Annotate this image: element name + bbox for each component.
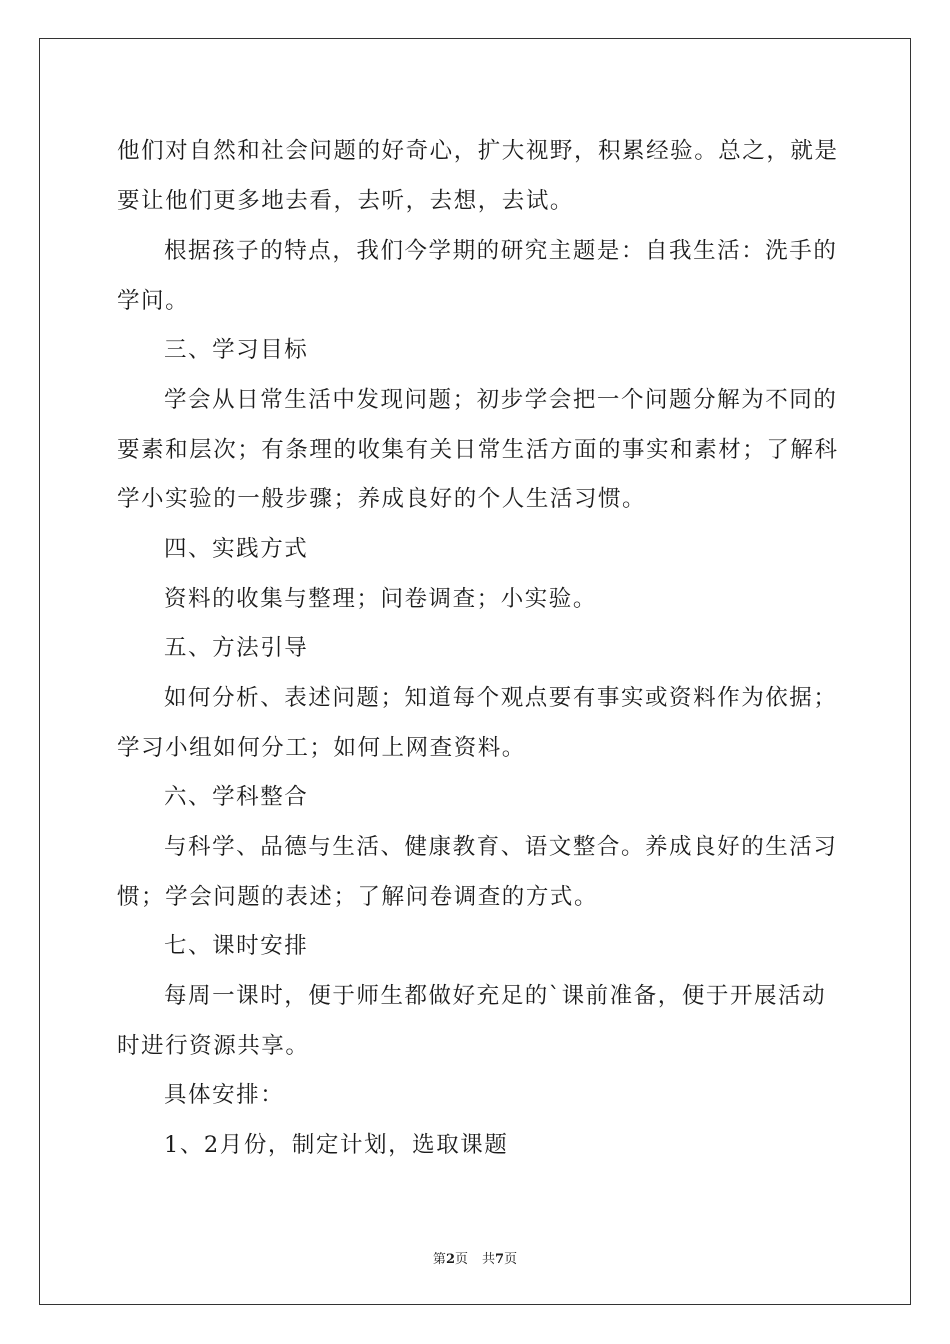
paragraph-line: 要让他们更多地去看，去听，去想，去试。 — [117, 188, 574, 214]
total-pages: 7 — [495, 1252, 505, 1267]
section-heading: 六、学科整合 — [164, 784, 309, 810]
paragraph-line: 资料的收集与整理；问卷调查；小实验。 — [164, 586, 597, 612]
total-suffix: 页 — [504, 1252, 518, 1267]
total-prefix: 共 — [482, 1252, 496, 1267]
page-footer — [0, 1248, 950, 1267]
page-suffix: 页 — [454, 1252, 468, 1267]
paragraph-line: 学小实验的一般步骤；养成良好的个人生活习惯。 — [117, 486, 647, 512]
section-heading: 五、方法引导 — [164, 635, 309, 661]
section-heading: 七、课时安排 — [164, 933, 309, 959]
page-prefix: 第 — [432, 1252, 446, 1267]
paragraph-line: 他们对自然和社会问题的好奇心，扩大视野，积累经验。总之，就是 — [117, 138, 839, 164]
section-heading: 三、学习目标 — [164, 337, 309, 363]
paragraph-line: 根据孩子的特点，我们今学期的研究主题是：自我生活：洗手的 — [164, 238, 838, 264]
page-number: 2 — [445, 1252, 455, 1267]
paragraph-line: 时进行资源共享。 — [117, 1033, 310, 1059]
paragraph-line: 学问。 — [117, 288, 190, 314]
paragraph-line: 1、2月份，制定计划，选取课题 — [164, 1132, 509, 1158]
section-heading: 四、实践方式 — [164, 536, 309, 562]
paragraph-line: 学习小组如何分工；如何上网查资料。 — [117, 735, 526, 761]
paragraph-line: 具体安排： — [164, 1082, 285, 1108]
paragraph-line: 如何分析、表述问题；知道每个观点要有事实或资料作为依据； — [164, 685, 838, 711]
paragraph-line: 每周一课时，便于师生都做好充足的`课前准备，便于开展活动 — [164, 983, 827, 1009]
paragraph-line: 与科学、品德与生活、健康教育、语文整合。养成良好的生活习 — [164, 834, 838, 860]
paragraph-line: 要素和层次；有条理的收集有关日常生活方面的事实和素材；了解科 — [117, 437, 839, 463]
paragraph-line: 学会从日常生活中发现问题；初步学会把一个问题分解为不同的 — [164, 387, 838, 413]
paragraph-line: 惯；学会问题的表述；了解问卷调查的方式。 — [117, 884, 599, 910]
